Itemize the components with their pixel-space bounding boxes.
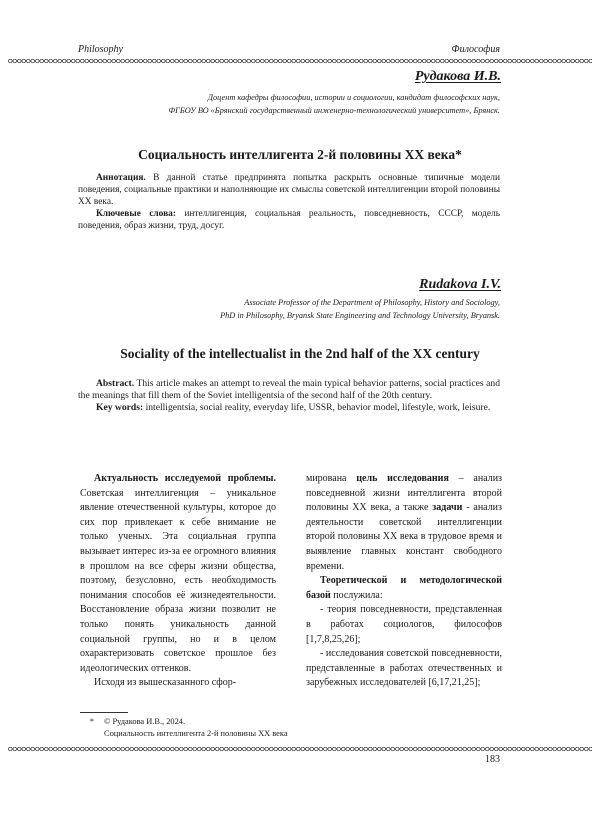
body-paragraph bbox=[306, 574, 502, 603]
running-head-right: Философия bbox=[452, 44, 500, 55]
journal-page bbox=[0, 0, 600, 837]
body-paragraph bbox=[80, 676, 276, 691]
running-head bbox=[78, 44, 500, 55]
goal-text-b: – анализ повседневной жизни интеллигента второй половины XX века, а также bbox=[306, 473, 502, 513]
transition-text: Исходя из вышесказанного сфор- bbox=[94, 677, 236, 688]
author-name-ru: Рудакова И.В. bbox=[415, 69, 501, 85]
abstract-en bbox=[78, 378, 500, 414]
abstract-label-en: Abstract. bbox=[96, 378, 134, 389]
relevance-heading: Актуальность исследуемой проблемы. bbox=[94, 473, 276, 484]
keywords-label-ru: Ключевые слова: bbox=[96, 209, 176, 219]
running-head-left: Philosophy bbox=[78, 44, 123, 55]
keywords-label-en: Key words: bbox=[96, 402, 143, 413]
affiliation-en-line2: PhD in Philosophy, Bryansk State Engineering and Technology University, Bryansk. bbox=[220, 309, 500, 322]
abstract-text-en: This article makes an attempt to reveal the main typical behavior patterns, social practices and the meanings that fill them of the Soviet intelligentsia of the second half of the 20th century. bbox=[78, 378, 500, 401]
abstract-label-ru: Аннотация. bbox=[96, 173, 146, 183]
article-title-ru: Социальность интеллигента 2-й половины XX века* bbox=[0, 147, 600, 163]
affiliation-en-line1: Associate Professor of the Department of Philosophy, History and Sociology, bbox=[220, 296, 500, 309]
author-affiliation-ru bbox=[168, 91, 500, 117]
author-name-en: Rudakova I.V. bbox=[419, 277, 501, 293]
keywords-text-en: intelligentsia, social reality, everyday life, USSR, behavior model, lifestyle, work, leisure. bbox=[143, 402, 490, 413]
relevance-text: Советская интеллигенция – уникальное явление отечественной культуры, которое до сих пор привлекает к себе внимание не только ученых. Эта социальная группа вызывает интерес из-за ее огромного влияния в прошлом на все сферы жизни общества, поэтому, безусловно, есть необходимость понимания способов её жизнедеятельности. Восстановление образа жизни позволит не только понять уникальность данной социальной группы, но и в целом охарактеризовать советское прошлое без идеологических оттенков. bbox=[80, 488, 276, 674]
tasks-text: - анализ деятельности советской интеллигенции второй половины XX века в трудовое время и выявление главных констант свободного времени. bbox=[306, 502, 502, 571]
affiliation-ru-line2: ФГБОУ ВО «Брянский государственный инженерно-технологический университет», Брянск. bbox=[168, 104, 500, 117]
top-ornament-divider bbox=[8, 58, 592, 64]
abstract-text-ru: В данной статье предпринята попытка раскрыть основные типичные модели поведения, социальные практики и наполняющие их смыслы советской интеллигенции второй половины XX века. bbox=[78, 173, 500, 207]
affiliation-ru-line1: Доцент кафедры философии, истории и социологии, кандидат философских наук, bbox=[168, 91, 500, 104]
body-column-left bbox=[80, 472, 276, 691]
list-item: - исследования советской повседневности, представленные в работах отечественных и зарубежных исследователей [6,17,21,25]; bbox=[306, 647, 502, 691]
footnote-title: Социальность интеллигента 2-й половины XX века bbox=[80, 728, 288, 740]
author-affiliation-en bbox=[220, 296, 500, 322]
footnote-mark: * bbox=[80, 716, 104, 728]
goal-text-a: мирована bbox=[306, 473, 356, 484]
footnote-copyright: © Рудакова И.В., 2024. bbox=[104, 717, 185, 726]
body-column-right bbox=[306, 472, 502, 691]
bottom-ornament-divider bbox=[8, 746, 592, 752]
footnote bbox=[80, 716, 288, 740]
tasks-heading: задачи bbox=[432, 502, 462, 513]
body-paragraph bbox=[306, 472, 502, 574]
keywords-text-ru: интеллигенция, социальная реальность, повседневность, СССР, модель поведения, образ жизни, труд, досуг. bbox=[78, 209, 500, 231]
abstract-ru bbox=[78, 172, 500, 232]
page-number: 183 bbox=[485, 754, 500, 765]
list-item: - теория повседневности, представленная в работах социологов, философов [1,7,8,25,26]; bbox=[306, 603, 502, 647]
method-text: послужила: bbox=[331, 590, 383, 601]
method-heading: Теоретической и методологической базой bbox=[306, 575, 502, 601]
footnote-rule bbox=[80, 712, 128, 713]
body-paragraph bbox=[80, 472, 276, 676]
article-title-en: Sociality of the intellectualist in the 2nd half of the XX century bbox=[0, 346, 600, 362]
goal-heading: цель исследования bbox=[356, 473, 449, 484]
